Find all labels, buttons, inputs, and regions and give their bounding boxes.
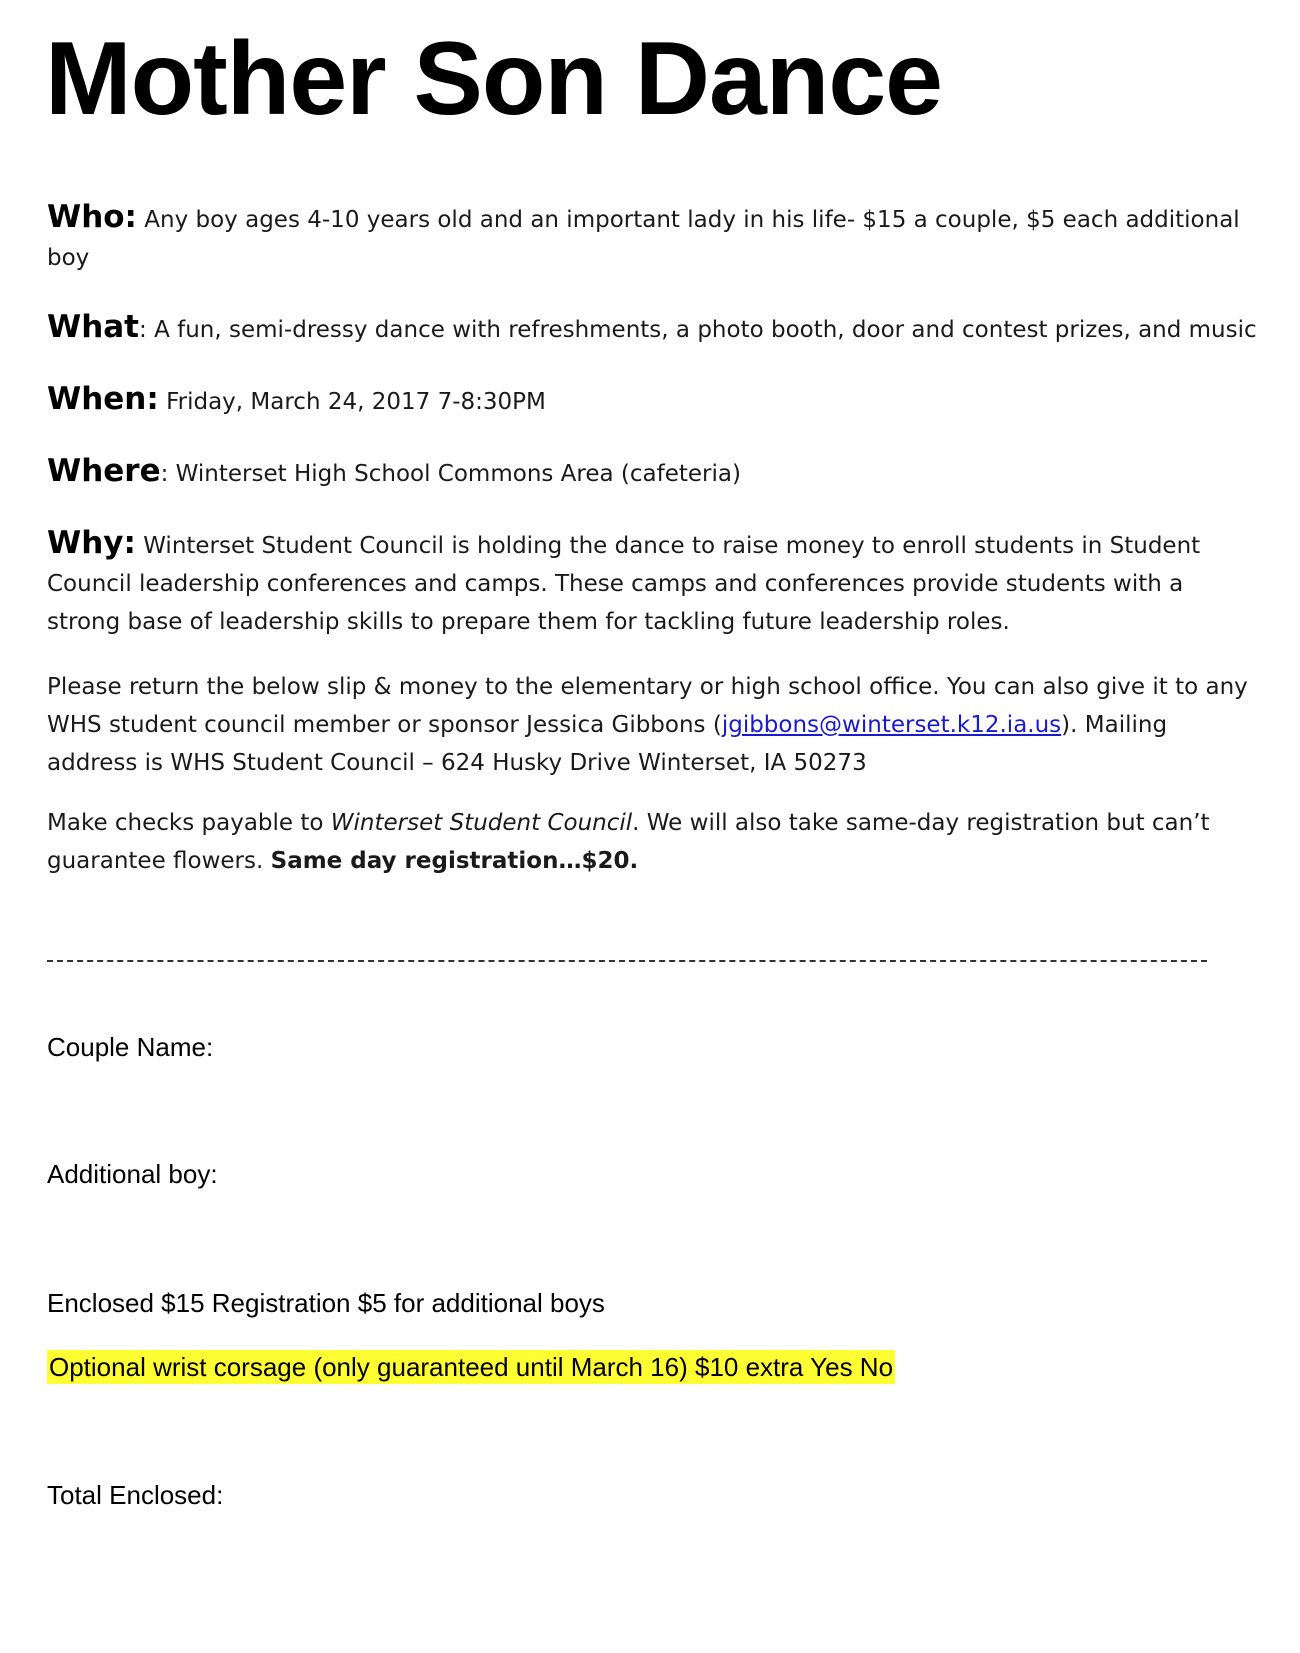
checks-payee: Winterset Student Council	[330, 810, 633, 836]
additional-boy-label: Additional boy:	[47, 1159, 218, 1189]
why-section	[47, 524, 1257, 641]
email-link[interactable]: jgibbons@winterset.k12.ia.us	[721, 712, 1062, 738]
total-enclosed-label: Total Enclosed:	[47, 1480, 224, 1510]
enclosed-label: Enclosed $15 Registration $5 for additional boys	[47, 1288, 605, 1318]
return-text-before: Please return the below slip & money to the elementary or high school office. You can also give it to any WHS student council member or sponsor Jessica Gibbons (	[47, 674, 1248, 738]
what-label: What	[47, 309, 140, 345]
when-label: When:	[47, 381, 159, 417]
who-label: Who:	[47, 199, 137, 235]
same-day-price: Same day registration…$20.	[270, 848, 639, 874]
where-section	[47, 452, 1257, 493]
when-section	[47, 380, 1257, 421]
checks-info	[47, 804, 1257, 880]
checks-text-before: Make checks payable to	[47, 810, 331, 836]
where-text: : Winterset High School Commons Area (cafeteria)	[160, 461, 741, 487]
where-label: Where	[47, 453, 161, 489]
couple-name-label: Couple Name:	[47, 1032, 214, 1062]
what-section	[47, 308, 1257, 349]
what-text: : A fun, semi-dressy dance with refreshments, a photo booth, door and contest prizes, and music	[139, 317, 1257, 343]
cut-line-divider	[47, 960, 1207, 962]
when-text: Friday, March 24, 2017 7-8:30PM	[166, 389, 546, 415]
return-info	[47, 668, 1257, 782]
who-text: Any boy ages 4-10 years old and an important lady in his life- $15 a couple, $5 each additional boy	[47, 207, 1240, 271]
who-section	[47, 198, 1257, 277]
corsage-text: Optional wrist corsage (only guaranteed until March 16) $10 extra Yes No	[49, 1352, 894, 1382]
checks-text-middle: . We will also take same-day registration but can’t guarantee flowers.	[47, 810, 1210, 874]
why-text: Winterset Student Council is holding the dance to raise money to enroll students in Student Council leadership conferences and camps. These camps and conferences provide students with a strong base of leadership skills to prepare them for tackling future leadership roles.	[47, 533, 1201, 635]
page-title: Mother Son Dance	[45, 21, 942, 137]
why-label: Why:	[47, 525, 136, 561]
return-text-after: ). Mailing address is WHS Student Council – 624 Husky Drive Winterset, IA 50273	[47, 712, 1168, 776]
corsage-option	[47, 1352, 895, 1383]
